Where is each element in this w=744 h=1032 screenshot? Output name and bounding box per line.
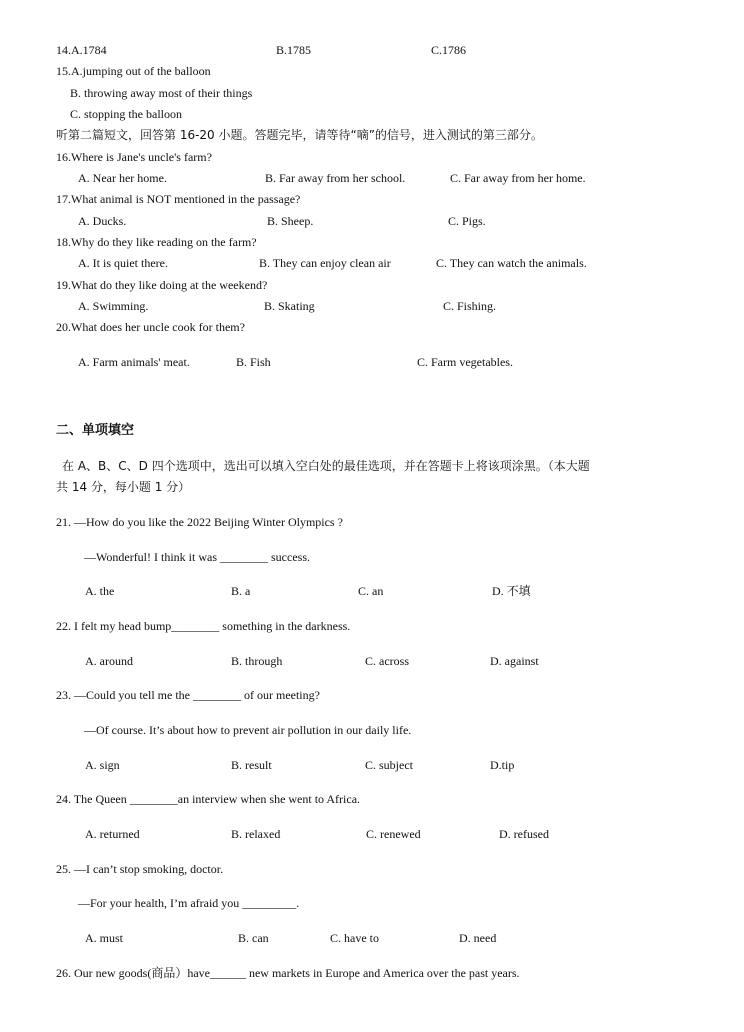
section-title: 二、单项填空 [56,423,135,438]
q25-stem: 25. —I can’t stop smoking, doctor. [56,862,224,876]
q14-option-c: C.1786 [431,43,467,57]
q17-option-c: C. Pigs. [448,214,486,228]
q23-option-d: D.tip [490,758,515,772]
q24-stem: 24. The Queen ________an interview when she went to Africa. [56,792,361,806]
q25-reply: —For your health, I’m afraid you _________. [78,896,300,910]
q25-option-d: D. need [459,931,497,945]
q21-stem: 21. —How do you like the 2022 Beijing Winter Olympics ? [56,515,343,529]
q22-option-c: C. across [365,654,409,668]
q16-option-c: C. Far away from her home. [450,171,586,185]
q16-stem: 16.Where is Jane's uncle's farm? [56,150,212,164]
q19-option-c: C. Fishing. [443,299,497,313]
q25-option-b: B. can [238,931,269,945]
q23-option-c: C. subject [365,758,413,772]
q25-option-c: C. have to [330,931,379,945]
q18-stem: 18.Why do they like reading on the farm? [56,235,257,249]
q22-option-d: D. against [490,654,539,668]
q15-option-c: C. stopping the balloon [70,107,182,121]
q23-stem: 23. —Could you tell me the ________ of our meeting? [56,688,320,702]
instructions-line1: 在 A、B、C、D 四个选项中，选出可以填入空白处的最佳选项，并在答题卡上将该项涂黑。（本大题 [62,459,590,473]
section2-note: 听第二篇短文，回答第 16-20 小题。答题完毕，请等待“嘀”的信号，进入测试的第三部分。 [56,128,543,142]
q24-option-b: B. relaxed [231,827,281,841]
instructions-line2: 共 14 分，每小题 1 分） [56,480,191,494]
q18-option-c: C. They can watch the animals. [436,256,587,270]
q26-stem: 26. Our new goods(商品）have______ new markets in Europe and America over the past years. [56,966,520,980]
q20-option-a: A. Farm animals' meat. [78,355,190,369]
q16-option-b: B. Far away from her school. [265,171,406,185]
q17-option-b: B. Sheep. [267,214,314,228]
q22-option-b: B. through [231,654,283,668]
q21-reply: —Wonderful! I think it was ________ success. [84,550,310,564]
q25-option-a: A. must [85,931,124,945]
q16-option-a: A. Near her home. [78,171,167,185]
q21-option-d: D. 不填 [492,584,531,598]
q20-option-c: C. Farm vegetables. [417,355,513,369]
q19-option-b: B. Skating [264,299,315,313]
q17-stem: 17.What animal is NOT mentioned in the passage? [56,192,301,206]
q24-option-c: C. renewed [366,827,421,841]
q15-option-a: 15.A.jumping out of the balloon [56,64,211,78]
q21-option-c: C. an [358,584,384,598]
q15-option-b: B. throwing away most of their things [70,86,253,100]
q14-option-b: B.1785 [276,43,312,57]
q19-stem: 19.What do they like doing at the weekend? [56,278,268,292]
q22-stem: 22. I felt my head bump________ something in the darkness. [56,619,351,633]
q24-option-a: A. returned [85,827,140,841]
q17-option-a: A. Ducks. [78,214,127,228]
q23-option-b: B. result [231,758,272,772]
q23-reply: —Of course. It’s about how to prevent air pollution in our daily life. [84,723,412,737]
q20-stem: 20.What does her uncle cook for them? [56,320,245,334]
q21-option-b: B. a [231,584,251,598]
q20-option-b: B. Fish [236,355,271,369]
q18-option-b: B. They can enjoy clean air [259,256,391,270]
q21-option-a: A. the [85,584,115,598]
q19-option-a: A. Swimming. [78,299,149,313]
q18-option-a: A. It is quiet there. [78,256,168,270]
q22-option-a: A. around [85,654,133,668]
q14-option-a: 14.A.1784 [56,43,107,57]
q23-option-a: A. sign [85,758,120,772]
q24-option-d: D. refused [499,827,549,841]
